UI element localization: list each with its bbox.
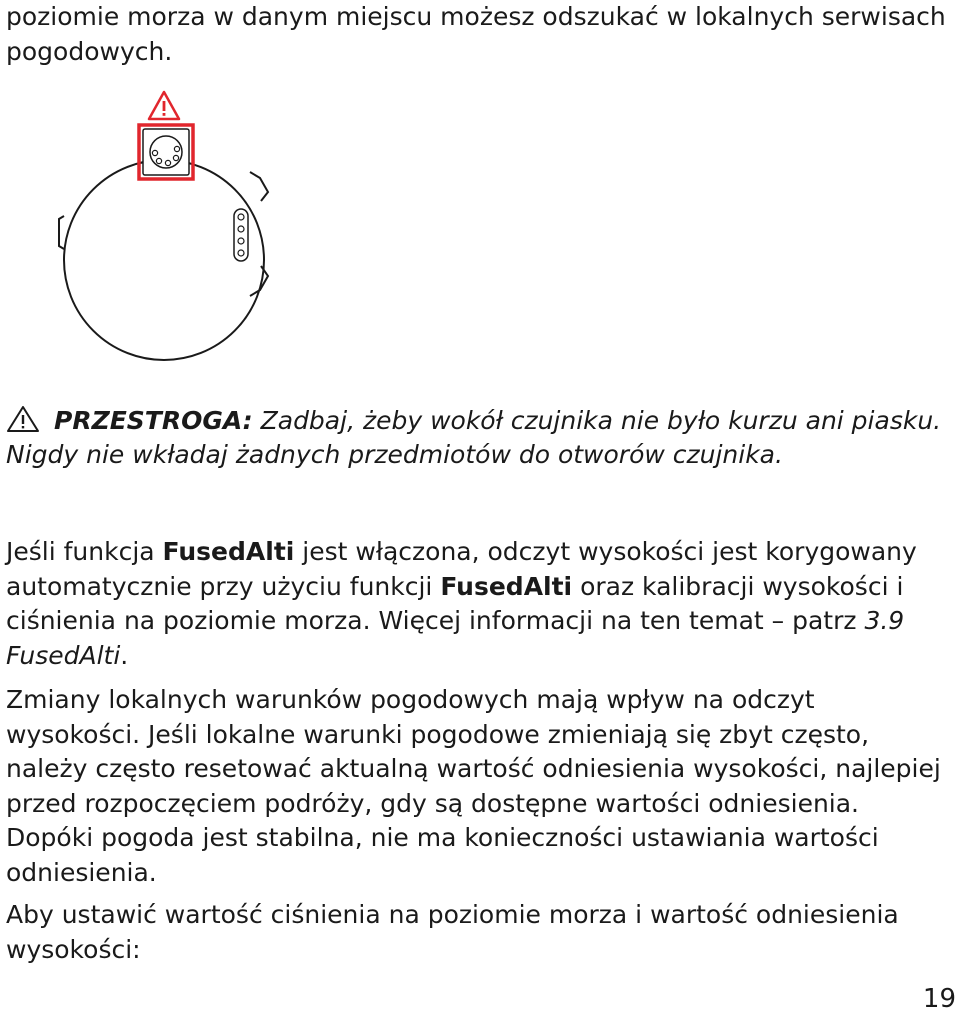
fused-text-1: Jeśli funkcja (6, 537, 163, 566)
howto-text: Aby ustawić wartość ciśnienia na poziomie morza i wartość odniesienia wysokości: (6, 900, 899, 964)
fused-text-2: jest włączona, odczyt wysokości jest korygowany automatycznie przy użyciu funkcji (6, 537, 917, 601)
howto-paragraph (6, 898, 946, 967)
warning-triangle-icon (6, 405, 40, 433)
watch-sensor-figure (50, 88, 280, 398)
caution-text: Zadbaj, żeby wokół czujnika nie było kurzu ani piasku. Nigdy nie wkładaj żadnych przedmiotów do otworów czujnika. (6, 406, 942, 469)
weather-text: Zmiany lokalnych warunków pogodowych mają wpływ na odczyt wysokości. Jeśli lokalne warunki pogodowe zmieniają się zbyt często, należy często resetować aktualną wartość odniesienia wysokości, najlepiej przed rozpoczęciem podróży, gdy są dostępne wartości odniesienia. Dopóki pogoda jest stabilna, nie ma konieczności ustawiania wartości odniesienia. (6, 685, 941, 887)
warning-triangle-icon (149, 92, 179, 119)
charging-contacts (234, 209, 248, 261)
fused-text-3: oraz kalibracji wysokości i ciśnienia na poziomie morza. Więcej informacji na ten temat – patrz (6, 571, 904, 635)
weather-paragraph (6, 683, 946, 890)
caution-label: PRZESTROGA: (54, 406, 253, 435)
fusedalti-term-1: FusedAlti (162, 537, 295, 566)
intro-text: poziomie morza w danym miejscu możesz odszukać w lokalnych serwisach pogodowych. (6, 2, 946, 66)
side-button-left (59, 216, 64, 249)
page-number: 19 (922, 984, 956, 1014)
watch-back-illustration (50, 88, 280, 398)
intro-paragraph (6, 0, 946, 69)
fused-text-4: . (120, 640, 129, 670)
watch-case-outline (64, 160, 264, 360)
side-button-right-upper (250, 172, 268, 201)
fusedalti-section-link[interactable]: 3.9 FusedAlti (6, 606, 905, 670)
fusedalti-term-2: FusedAlti (440, 571, 573, 601)
caution-paragraph (6, 404, 946, 472)
fusedalti-paragraph (6, 535, 946, 673)
